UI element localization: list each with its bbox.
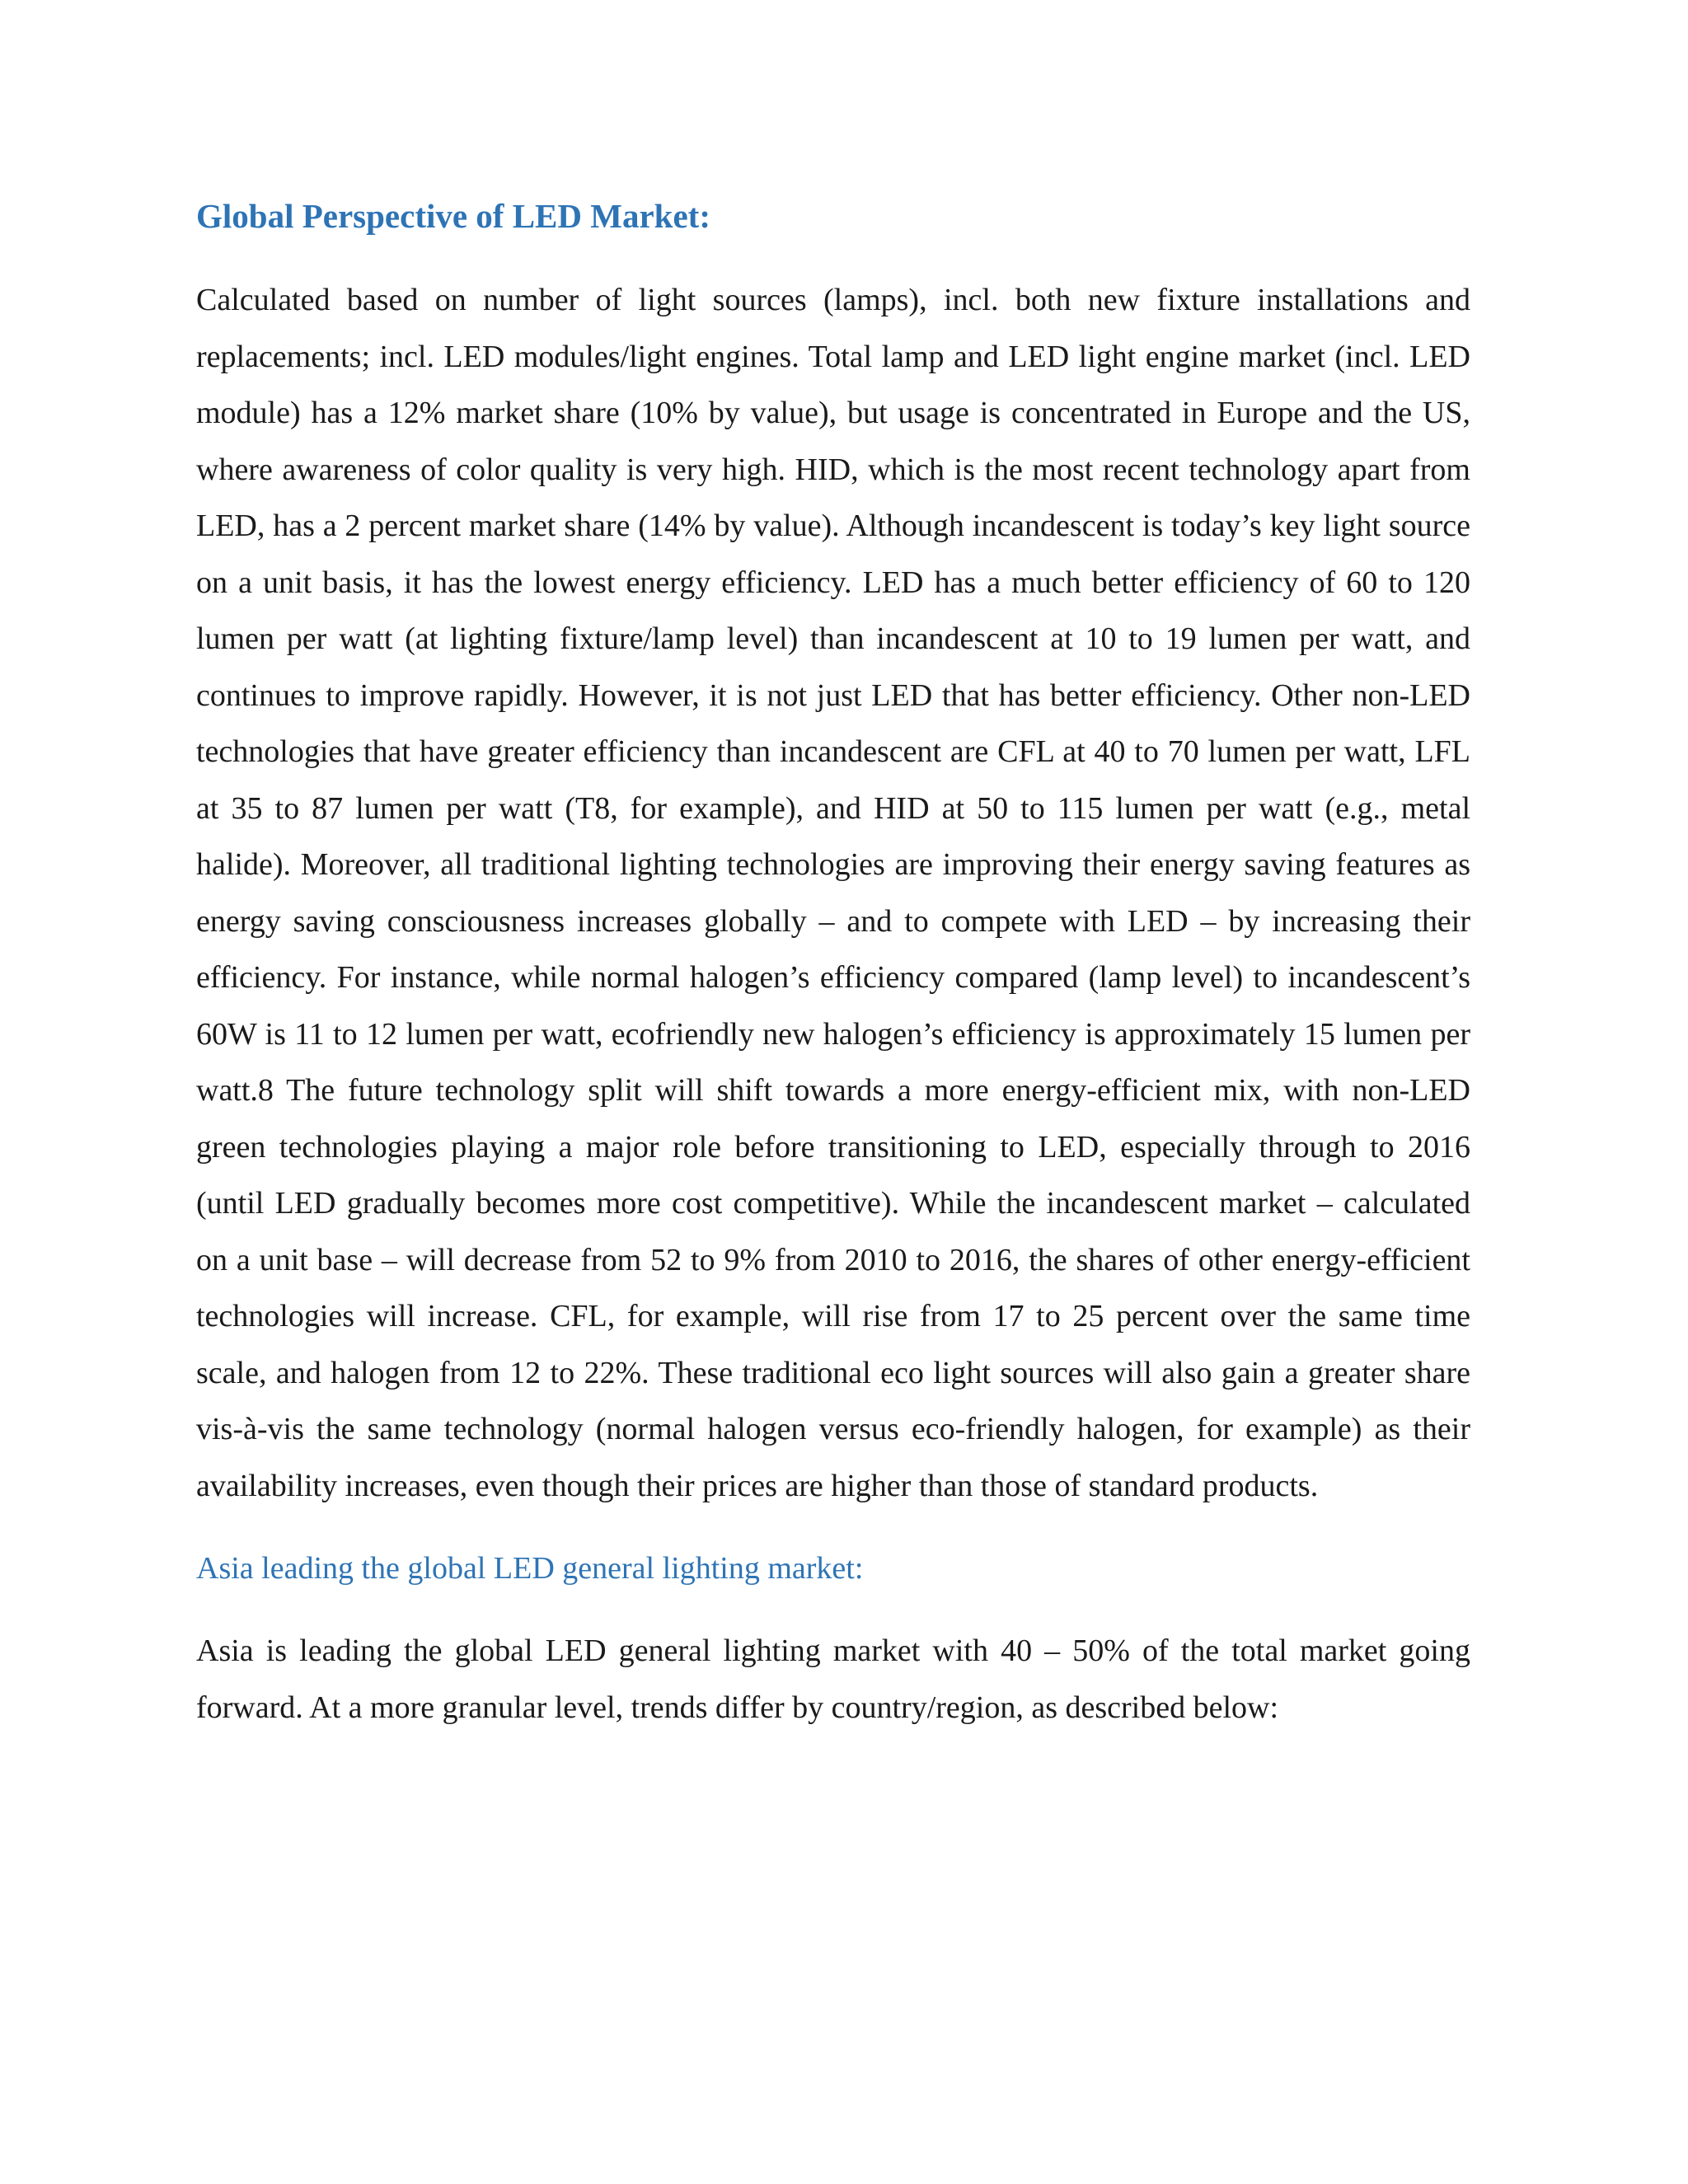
spacer [196, 1596, 1470, 1623]
section-heading-global-perspective: Global Perspective of LED Market: [196, 197, 710, 235]
spacer [196, 244, 1470, 272]
spacer [196, 1514, 1470, 1540]
paragraph-asia-leading: Asia is leading the global LED general lighting market with 40 – 50% of the total market going forward. At a more granular level, trends differ by country/region, as described below: [196, 1633, 1470, 1725]
section-heading-asia-leading: Asia leading the global LED general lighting market: [196, 1551, 864, 1586]
paragraph-global-perspective: Calculated based on number of light sources (lamps), incl. both new fixture installations and replacements; incl. LED modules/light engines. Total lamp and LED light engine market (incl. LED module) has a 12% market share (10% by value), but usage is concentrated in Europe and the US, where awareness of color quality is very high. HID, which is the most recent technology apart from LED, has a 2 percent market share (14% by value). Although incandescent is today’s key light source on a unit basis, it has the lowest energy efficiency. LED has a much better efficiency of 60 to 120 lumen per watt (at lighting fixture/lamp level) than incandescent at 10 to 19 lumen per watt, and continues to improve rapidly. However, it is not just LED that has better efficiency. Other non-LED technologies that have greater efficiency than incandescent are CFL at 40 to 70 lumen per watt, LFL at 35 to 87 lumen per watt (T8, for example), and HID at 50 to 115 lumen per watt (e.g., metal halide). Moreover, all traditional lighting technologies are improving their energy saving features as energy saving consciousness increases globally – and to compete with LED – by increasing their efficiency. For instance, while normal halogen’s efficiency compared (lamp level) to incandescent’s 60W is 11 to 12 lumen per watt, ecofriendly new halogen’s efficiency is approximately 15 lumen per watt.8 The future technology split will shift towards a more energy-efficient mix, with non-LED green technologies playing a major role before transitioning to LED, especially through to 2016 (until LED gradually becomes more cost competitive). While the incandescent market – calculated on a unit base – will decrease from 52 to 9% from 2010 to 2016, the shares of other energy-efficient technologies will increase. CFL, for example, will rise from 17 to 25 percent over the same time scale, and halogen from 12 to 22%. These traditional eco light sources will also gain a greater share vis-à-vis the same technology (normal halogen versus eco-friendly halogen, for example) as their availability increases, even though their prices are higher than those of standard products. [196, 283, 1470, 1503]
document-content [196, 188, 1470, 1736]
